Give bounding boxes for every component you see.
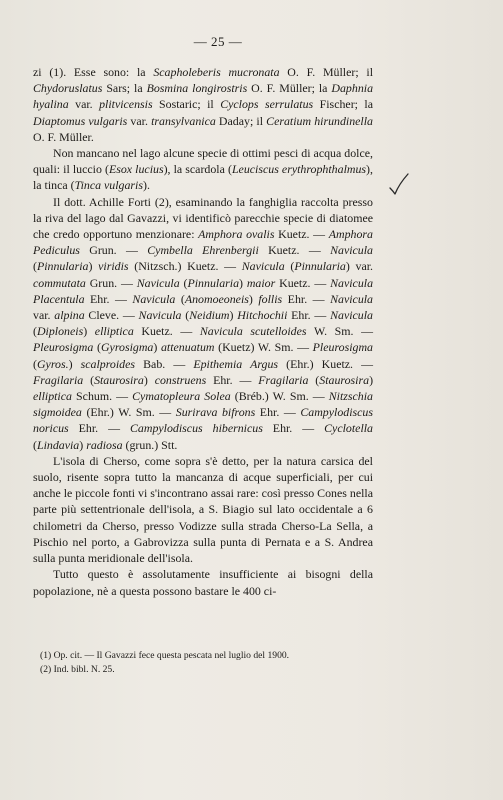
text-run: (Nitzsch.) Kuetz. — (128, 259, 242, 274)
italic-species-name: Neidium (189, 308, 230, 323)
paragraph (33, 194, 373, 453)
text-run: ) (369, 372, 374, 387)
text-run: Sars; la (102, 81, 147, 96)
italic-species-name: Cyclotella (324, 421, 373, 436)
italic-species-name: Pinnularia (36, 259, 89, 274)
text-run: Daday; il (215, 113, 267, 128)
text-run: (Kuetz) W. Sm. — (214, 340, 313, 355)
italic-species-name: viridis (98, 259, 129, 274)
italic-species-name: Navicula (330, 243, 373, 258)
text-run: Cleve. — (84, 308, 139, 323)
text-run: ( (33, 324, 37, 339)
text-run: ) (229, 308, 238, 323)
text-run: ( (179, 275, 188, 290)
italic-species-name: Chydoruslatus (33, 81, 103, 96)
italic-species-name: Navicula scutelloides (199, 324, 307, 339)
italic-species-name: attenuatum (160, 340, 215, 355)
italic-species-name: elliptica (94, 324, 134, 339)
italic-species-name: Navicula (241, 259, 285, 274)
italic-species-name: plitvicensis (99, 97, 153, 112)
italic-species-name: Gyros. (36, 356, 69, 371)
italic-species-name: Ceratium hirundinella (266, 113, 373, 128)
text-run: ) (79, 437, 87, 452)
italic-species-name: Staurosira (94, 372, 144, 387)
italic-species-name: Bosmina longirostris (146, 81, 248, 96)
italic-species-name: Cyclops serrulatus (220, 97, 314, 112)
italic-species-name: Cymbella Ehrenbergii (147, 243, 259, 258)
italic-species-name: Fragilaria (33, 372, 84, 387)
text-run: (Ehr.) Kuetz. — (278, 356, 374, 371)
text-run: Grun. — (79, 243, 148, 258)
italic-species-name: Amphora ovalis (198, 227, 275, 242)
text-run: ( (308, 372, 320, 387)
text-run: ( (33, 437, 37, 452)
italic-species-name: follis (258, 291, 283, 306)
text-run: ), la tinca ( (33, 162, 373, 193)
paragraph (33, 453, 373, 566)
text-run: O. F. Müller; il (279, 65, 374, 79)
text-run: Ehr. — (206, 372, 259, 387)
italic-species-name: Hitchochii (237, 308, 288, 323)
italic-species-name: radiosa (86, 437, 123, 452)
text-run: Kuetz. — (274, 227, 329, 242)
text-run: W. Sm. — (306, 324, 373, 339)
footnote-1: (1) Op. cit. — Il Gavazzi fece questa pescata nel luglio del 1900. (40, 650, 290, 661)
italic-species-name: Pleurosigma (33, 340, 94, 355)
text-run: var. (68, 97, 100, 112)
italic-species-name: Nitzschia sigmoidea (33, 389, 373, 420)
text-run: zi (1). Esse sono: la (33, 65, 154, 79)
italic-species-name: Cymatopleura Solea (132, 389, 231, 404)
text-run: Fischer; la (313, 97, 373, 112)
text-run: ) (68, 356, 81, 371)
text-run: ( (33, 259, 37, 274)
italic-species-name: Epithemia Argus (193, 356, 279, 371)
italic-species-name: Pinnularia (187, 275, 240, 290)
italic-species-name: Surirava bifrons (175, 405, 256, 420)
text-run: ) (143, 372, 155, 387)
italic-species-name: Campylodiscus hibernicus (129, 421, 263, 436)
text-run: Kuetz. — (258, 243, 331, 258)
italic-species-name: Navicula (138, 308, 182, 323)
text-run: ) (248, 291, 259, 306)
italic-species-name: Campylodiscus noricus (33, 405, 373, 436)
text-run: ) (88, 259, 99, 274)
text-run: Il dott. Achille Forti (2), esaminando la fanghiglia raccolta presso la riva del lago dal Gavazzi, vi identificò parecchie specie di diatomee che credo opportuno menzionare: (33, 194, 373, 242)
footnote-divider (33, 640, 373, 641)
text-run: Sostaric; il (152, 97, 221, 112)
text-run: var. (33, 308, 55, 323)
italic-species-name: Esox lucius (108, 162, 164, 177)
text-run: ( (33, 356, 37, 371)
text-run: ( (83, 372, 95, 387)
italic-species-name: elliptica (33, 389, 72, 404)
text-run: ) (153, 340, 161, 355)
italic-species-name: Fragilaria (258, 372, 309, 387)
text-run: Ehr. — (282, 291, 331, 306)
text-run: (grun.) Stt. (122, 437, 178, 452)
italic-species-name: Navicula (132, 291, 176, 306)
text-run: ( (175, 291, 185, 306)
pencil-check-mark-icon (386, 170, 416, 200)
text-run: ( (284, 259, 295, 274)
italic-species-name: Lindavia (36, 437, 80, 452)
text-run: Ehr. — (287, 308, 331, 323)
text-run: Kuetz. — (133, 324, 200, 339)
text-run: Ehr. — (262, 421, 325, 436)
italic-species-name: Navicula (330, 291, 374, 306)
italic-species-name: commutata (33, 275, 86, 290)
text-run: Bab. — (135, 356, 194, 371)
text-run: Ehr. — (68, 421, 130, 436)
italic-species-name: Leuciscus erythrophthalmus (231, 162, 367, 177)
italic-species-name: alpina (54, 308, 85, 323)
text-run: ) (83, 324, 95, 339)
italic-species-name: Diploneis (36, 324, 84, 339)
text-run: ( (93, 340, 101, 355)
italic-species-name: scalproides (80, 356, 136, 371)
text-run: O. F. Müller. (33, 129, 94, 144)
italic-species-name: Staurosira (319, 372, 370, 387)
text-run: Ehr. — (84, 291, 133, 306)
text-run: ) var. (345, 259, 374, 274)
text-run: Non mancano nel lago alcune specie di ottimi pesci di acqua dolce, quali: il luccio ( (33, 146, 373, 177)
paragraph (33, 566, 373, 598)
text-run: O. F. Müller; la (247, 81, 332, 96)
footnotes (40, 649, 380, 677)
text-run: Ehr. — (255, 405, 301, 420)
italic-species-name: Anomoeoneis (184, 291, 249, 306)
text-run: ), la scardola ( (163, 162, 232, 177)
text-run: ( (181, 308, 190, 323)
text-run: var. (127, 113, 152, 128)
italic-species-name: Diaptomus vulgaris (33, 113, 128, 128)
italic-species-name: Amphora Pediculus (33, 227, 373, 258)
italic-species-name: Pleurosigma (312, 340, 373, 355)
italic-species-name: Navicula Placentula (33, 275, 374, 306)
italic-species-name: transylvanica (151, 113, 216, 128)
italic-species-name: Daphnia hyalina (33, 81, 374, 112)
italic-species-name: maior (246, 275, 276, 290)
italic-species-name: Gyrosigma (100, 340, 154, 355)
italic-species-name: Navicula (136, 275, 180, 290)
italic-species-name: Scapholeberis mucronata (153, 65, 280, 79)
text-run: L'isola di Cherso, come sopra s'è detto, per la natura carsica del suolo, risente sopra tutto la mancanza di acque superficiali, per cui anche le piccole fonti vi s'incontrano assai rare: così presso Cones nella parte più settentrionale dell'isola, a S. Biagio sul lato occidentale a 6 chilometri da Cherso, presso Vodizze sulla strada Cherso-La Sella, a Pischio nel porto, a Gabrovizza sulla punta di Pernata e a S. Andrea sulla punta meridionale dell'isola. (33, 453, 373, 566)
text-run: (Bréb.) W. Sm. — (230, 389, 329, 404)
text-run: Tutto questo è assolutamente insufficiente ai bisogni della popolazione, nè a questa possono bastare le 400 ci- (33, 567, 373, 598)
body-text (33, 64, 373, 599)
text-run: Schum. — (71, 389, 133, 404)
italic-species-name: Tinca vulgaris (74, 178, 143, 193)
page-number: — 25 — (193, 34, 243, 49)
paragraph (33, 145, 373, 194)
text-run: Grun. — (85, 275, 137, 290)
footnote-2: (2) Ind. bibl. N. 25. (40, 663, 115, 675)
text-run: Kuetz. — (275, 275, 331, 290)
text-run: ) (239, 275, 247, 290)
text-run: (Ehr.) W. Sm. — (81, 405, 176, 420)
italic-species-name: Pinnularia (294, 259, 346, 274)
italic-species-name: construens (154, 372, 207, 387)
text-run: ). (143, 178, 150, 193)
italic-species-name: Navicula (330, 308, 373, 323)
paragraph (33, 64, 373, 145)
